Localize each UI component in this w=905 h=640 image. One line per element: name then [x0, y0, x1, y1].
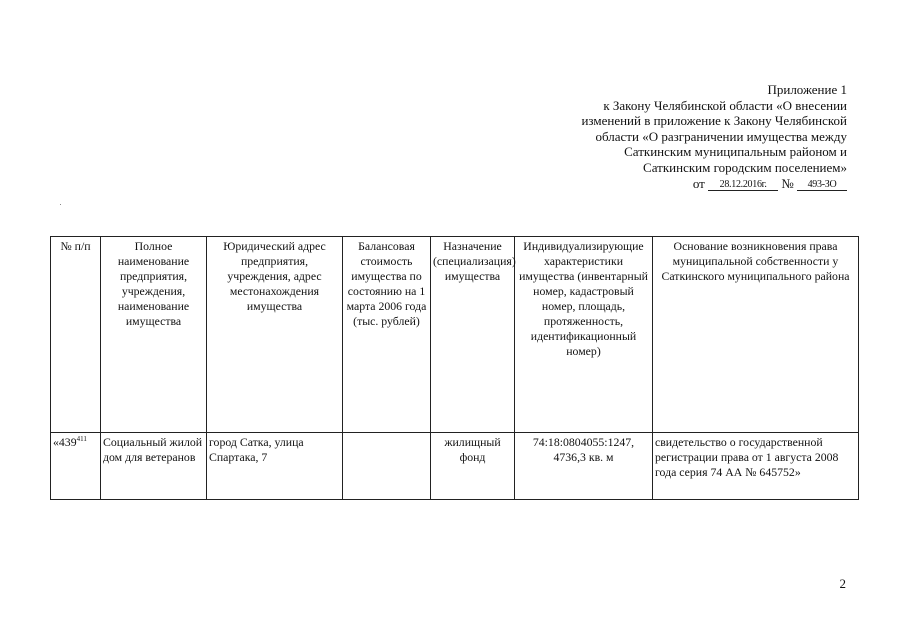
law-date-value: 28.12.2016г. — [708, 179, 778, 191]
appendix-line: Саткинским муниципальным районом и — [624, 144, 847, 160]
table-header-row — [51, 237, 859, 433]
law-reference-line — [487, 176, 847, 192]
page-number: 2 — [839, 576, 846, 591]
header-number: № п/п — [51, 237, 101, 433]
row-number: «439 — [53, 435, 77, 449]
header-address: Юридический адрес предприятия, учреждения, адрес местонахождения имущества — [207, 237, 343, 433]
appendix-line: области «О разграничении имущества между — [595, 128, 847, 144]
from-label: от — [692, 175, 705, 191]
header-purpose: Назначение (специализация) имущества — [431, 237, 515, 433]
number-label: № — [781, 175, 794, 191]
appendix-line: к Закону Челябинской области «О внесении — [603, 97, 847, 113]
header-characteristics: Индивидуализирующие характеристики имущества (инвентарный номер, кадастровый номер, площадь, протяженность, идентификационный номер) — [515, 237, 653, 433]
scan-dot — [60, 204, 61, 205]
table-row — [51, 433, 859, 500]
header-balance: Балансовая стоимость имущества по состоянию на 1 марта 2006 года (тыс. рублей) — [343, 237, 431, 433]
cell-characteristics: 74:18:0804055:1247, 4736,3 кв. м — [515, 433, 653, 500]
cell-basis: свидетельство о государственной регистрации права от 1 августа 2008 года серия 74 АА № 645752» — [653, 433, 859, 500]
cell-name: Социальный жилой дом для ветеранов — [101, 433, 207, 500]
cell-balance — [343, 433, 431, 500]
cell-number — [51, 433, 101, 500]
header-name: Полное наименование предприятия, учреждения, наименование имущества — [101, 237, 207, 433]
cell-purpose: жилищный фонд — [431, 433, 515, 500]
row-number-sup: 411 — [76, 435, 87, 444]
appendix-header — [487, 82, 847, 191]
cell-address: город Сатка, улица Спартака, 7 — [207, 433, 343, 500]
appendix-line: Саткинским городским поселением» — [643, 159, 847, 175]
property-table — [50, 236, 859, 500]
appendix-title: Приложение 1 — [767, 82, 847, 97]
header-basis: Основание возникновения права муниципальной собственности у Саткинского муниципального района — [653, 237, 859, 433]
appendix-line: изменений в приложение к Закону Челябинской — [581, 113, 847, 129]
law-number-value: 493-ЗО — [797, 179, 847, 191]
